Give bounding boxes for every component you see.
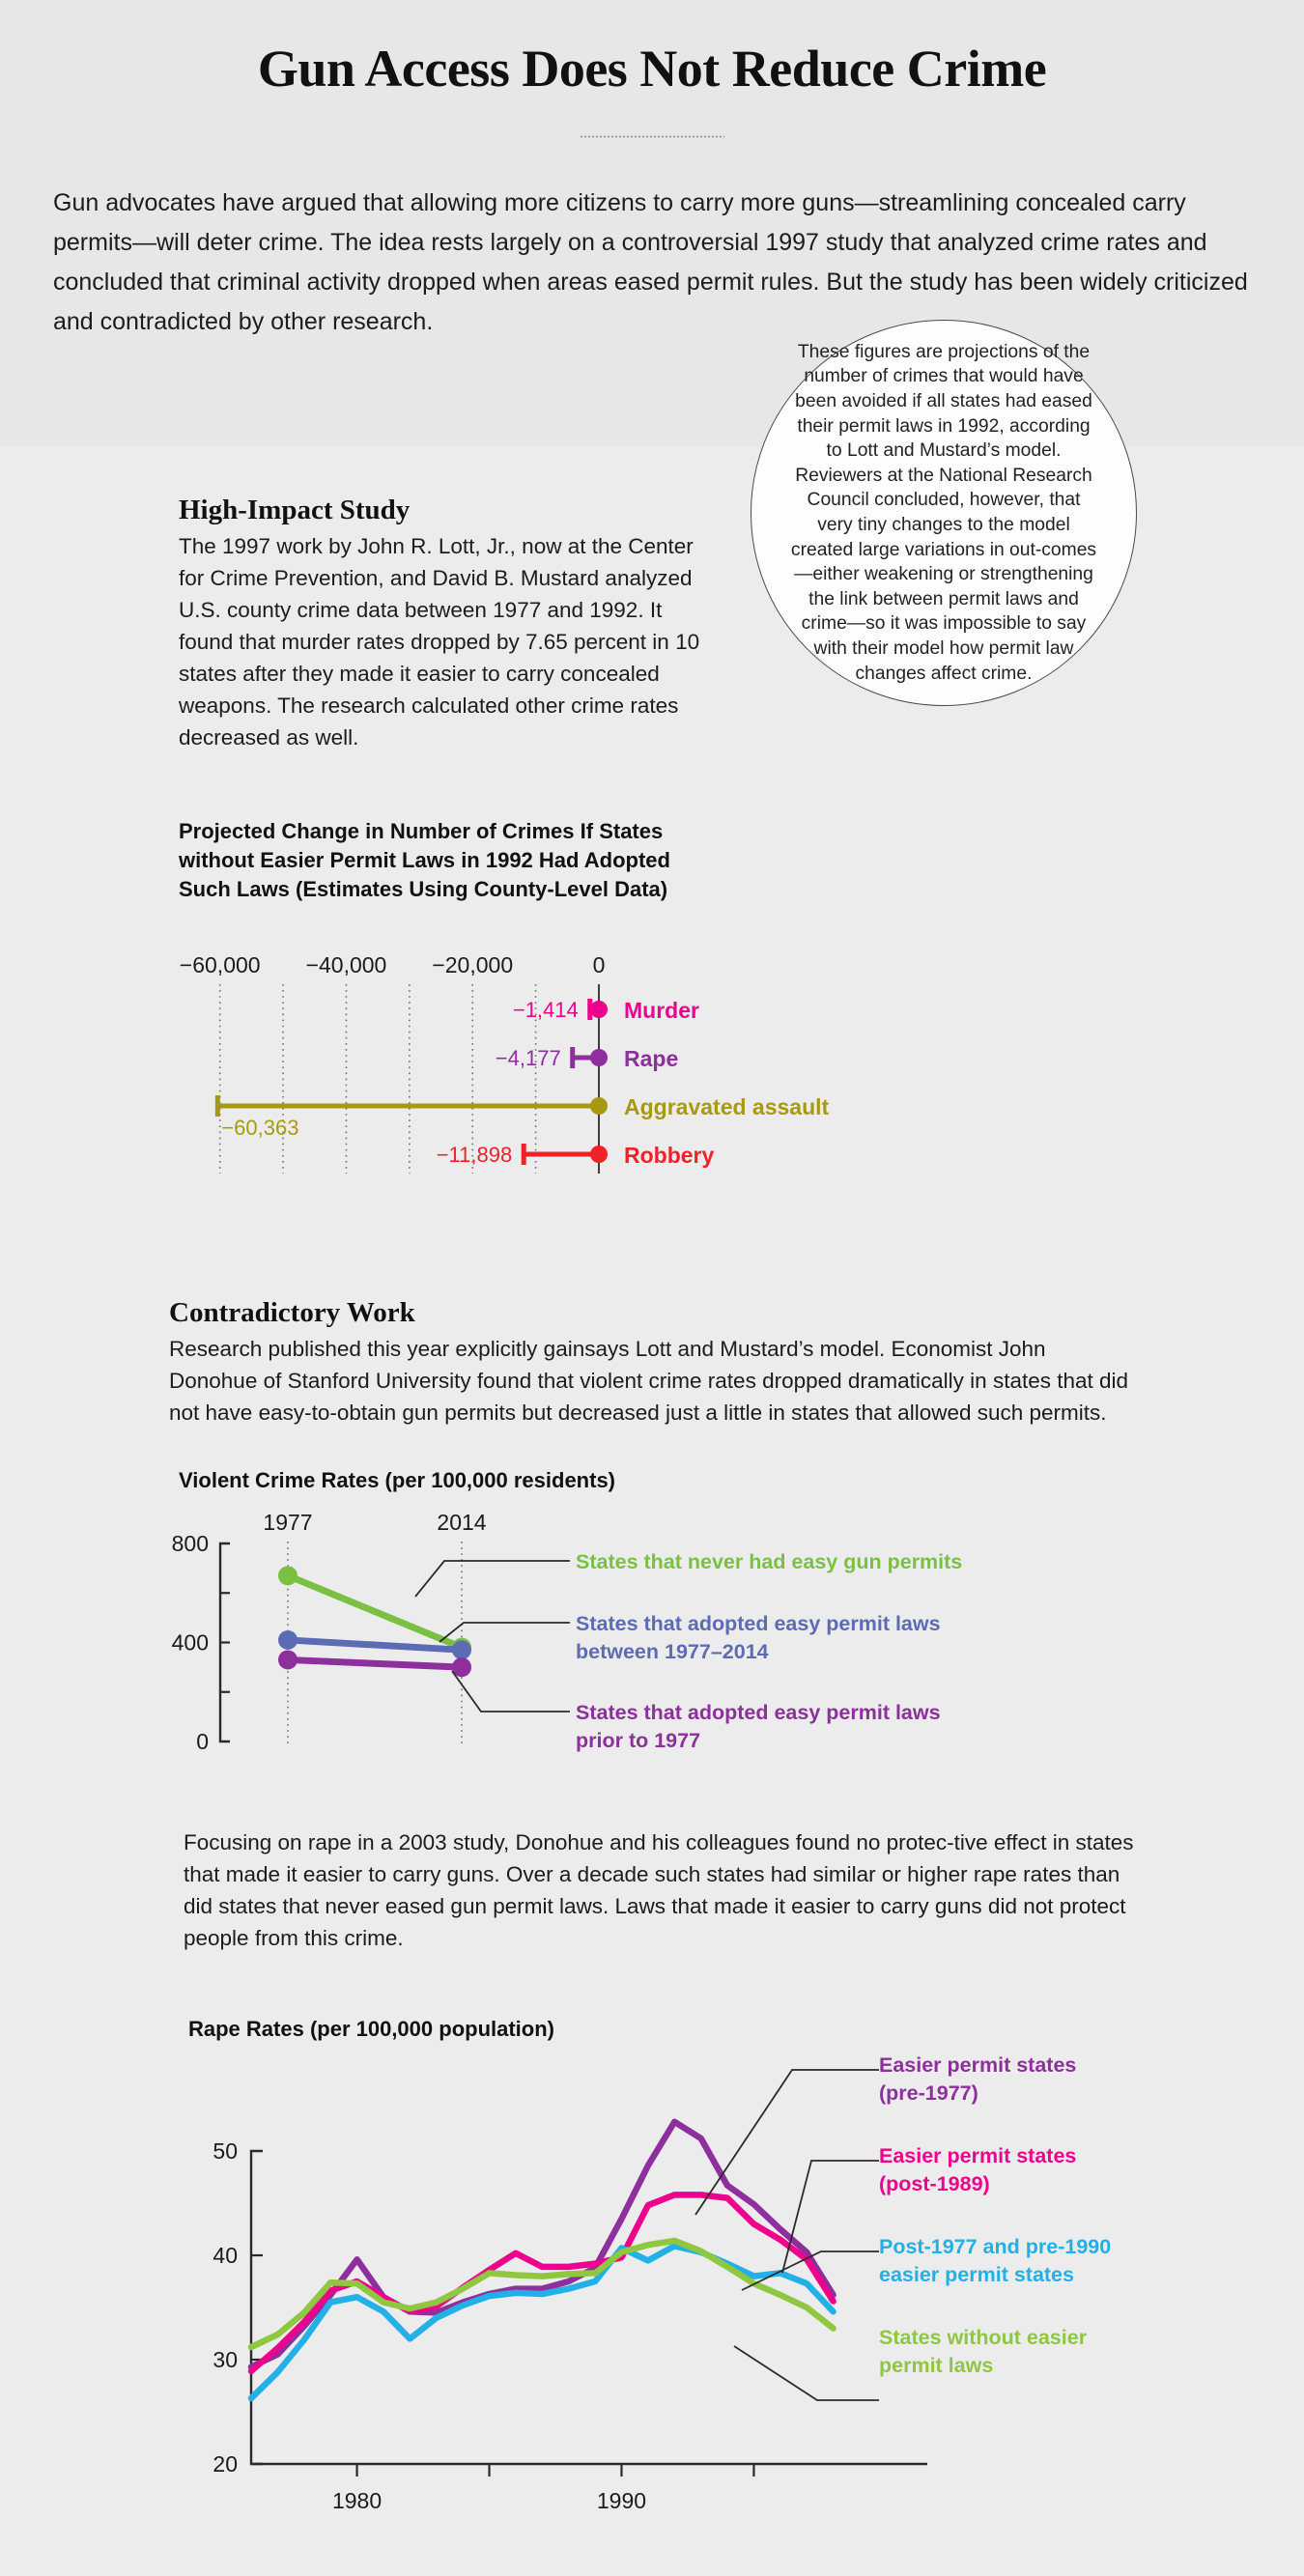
legend-label: States that adopted easy permit laws: [576, 1612, 941, 1635]
series-legend-group: [576, 1550, 962, 1752]
series-lines-group: [278, 1566, 471, 1677]
series-line: [288, 1640, 462, 1650]
x-tick-label: 1980: [331, 2488, 383, 2513]
y-tick-label: 0: [196, 1729, 209, 1754]
series-point-start: [278, 1566, 298, 1585]
bar-zero-dot: [590, 1049, 608, 1066]
y-axis-group: [220, 1543, 230, 1741]
y-tick-label: 30: [213, 2347, 238, 2372]
bar-zero-dot: [590, 1001, 608, 1018]
legend-label: between 1977–2014: [576, 1640, 769, 1663]
contradictory-work-body: Research published this year explicitly gainsays Lott and Mustard’s model. Economist John Donohue of Stanford University found that violent crime rates dropped dramatically in states that did not have easy-to-obtain gun permits but decreased just a little in states that allowed such permits.: [169, 1337, 1129, 1425]
series-point-end: [452, 1640, 471, 1659]
value-labels-group: [221, 998, 578, 1167]
rape-intro-body: Focusing on rape in a 2003 study, Donohue and his colleagues found no protec-tive effect in states that made it easier to carry guns. Over a decade such states had similar or higher rape rates than did states that never eased gun permit laws. Laws that made it easier to carry guns did not protect people from this crime.: [184, 1830, 1134, 1950]
x-tick-label: 1990: [596, 2488, 647, 2513]
legend-label: States without easier: [879, 2326, 1088, 2349]
violent-crime-chart-title: Violent Crime Rates (per 100,000 residents): [179, 1468, 616, 1492]
x-tick-labels-group: [180, 952, 606, 977]
legend-label: Easier permit states: [879, 2144, 1077, 2167]
legend-label: States that never had easy gun permits: [576, 1550, 963, 1573]
x-tick-label: −20,000: [432, 952, 514, 977]
legend-label: Post-1977 and pre-1990: [879, 2235, 1112, 2258]
page-title: Gun Access Does Not Reduce Crime: [257, 40, 1047, 98]
projected-change-chart: [116, 949, 1178, 1220]
dotted-rule-divider: [580, 135, 724, 138]
rape-intro-block: [184, 1826, 1140, 1954]
bars-group: [217, 999, 608, 1165]
axes-group: [251, 2151, 927, 2477]
bar-zero-dot: [590, 1097, 608, 1115]
violent-crime-svg: [116, 1495, 1207, 1785]
category-labels-group: [624, 998, 830, 1168]
x-tick-labels-group: [332, 2488, 646, 2513]
legend-label: (pre-1977): [879, 2081, 978, 2105]
y-axis-bracket: [251, 2151, 263, 2464]
projected-change-svg: [116, 949, 1178, 1220]
circular-annotation-text: These figures are projections of the number of crimes that would have been avoided if all states had eased their permit laws in 1992, according to Lott and Mustard’s model. Reviewers at the National Research Council concluded, however, that very tiny changes to the model created large variations in out-comes—either weakening or strengthening the link between permit laws and crime—so it was impossible to say with their model how permit law changes affect crime.: [790, 341, 1097, 684]
contradictory-work-block: [169, 1297, 1145, 1429]
y-tick-label: 20: [213, 2451, 238, 2477]
y-tick-label: 40: [213, 2243, 238, 2268]
series-point-start: [278, 1630, 298, 1650]
bar-value-label: −60,363: [221, 1116, 299, 1140]
legend-label: prior to 1977: [576, 1729, 701, 1752]
series-point-start: [278, 1650, 298, 1669]
high-impact-study-heading: High-Impact Study: [179, 495, 411, 525]
legend-label: States that adopted easy permit laws: [576, 1701, 941, 1724]
bar-category-label: Murder: [624, 998, 699, 1023]
series-legend-group: [879, 2053, 1111, 2377]
legend-label: easier permit states: [879, 2263, 1074, 2286]
bar-category-label: Robbery: [624, 1143, 715, 1168]
legend-label: Easier permit states: [879, 2053, 1077, 2077]
x-tick-label: −60,000: [179, 952, 261, 977]
legend-leader-line: [452, 1671, 570, 1712]
bar-category-label: Aggravated assault: [624, 1094, 830, 1119]
series-lines-group: [251, 2122, 834, 2398]
legend-leader-line: [734, 2346, 879, 2400]
legend-label: (post-1989): [879, 2172, 990, 2195]
y-tick-labels-group: [213, 2138, 238, 2477]
x-tick-label: 0: [592, 952, 606, 977]
body-area: [0, 341, 1304, 2576]
year-label: 1977: [263, 1510, 313, 1535]
rape-rates-chart: [116, 2031, 1256, 2572]
series-line: [288, 1659, 462, 1667]
year-label: 2014: [437, 1510, 487, 1535]
violent-crime-rates-chart: [116, 1495, 1207, 1785]
lede-paragraph: Gun advocates have argued that allowing more citizens to carry more guns—streamlining concealed carry permits—will deter crime. The idea rests largely on a controversial 1997 study that analyzed crime rates and concluded that criminal activity dropped when areas eased permit rules. But the study has been widely criticized and contradicted by other research.: [53, 189, 1248, 335]
y-tick-label: 400: [171, 1629, 209, 1656]
circular-annotation-callout: [751, 320, 1137, 706]
x-tick-label: −40,000: [305, 952, 387, 977]
y-tick-label: 800: [171, 1531, 209, 1556]
y-tick-labels-group: [172, 1531, 209, 1754]
y-tick-label: 50: [213, 2138, 238, 2164]
rape-rates-svg: [116, 2031, 1256, 2572]
year-labels-group: [263, 1510, 486, 1535]
bar-value-label: −1,414: [512, 998, 579, 1022]
legend-label: permit laws: [879, 2354, 994, 2377]
bar-value-label: −11,898: [436, 1143, 513, 1167]
projected-change-chart-title: Projected Change in Number of Crimes If States without Easier Permit Laws in 1992 Had Adopted Such Laws (Estimates Using County-Level Data): [179, 819, 670, 901]
contradictory-work-heading: Contradictory Work: [169, 1297, 415, 1328]
series-line: [251, 2122, 834, 2367]
bar-category-label: Rape: [624, 1046, 679, 1071]
legend-leader-line: [415, 1561, 570, 1597]
high-impact-study-block: [179, 495, 729, 753]
bar-value-label: −4,177: [495, 1046, 561, 1070]
series-line: [288, 1575, 462, 1647]
header-band: [0, 0, 1304, 447]
high-impact-study-body: The 1997 work by John R. Lott, Jr., now at the Center for Crime Prevention, and David B. Mustard analyzed U.S. county crime data between 1977 and 1992. It found that murder rates dropped by 7.65 percent in 10 states after they made it easier to carry concealed weapons. The research calculated other crime rates decreased as well.: [179, 534, 700, 750]
bar-zero-dot: [590, 1146, 608, 1163]
rape-rates-chart-title: Rape Rates (per 100,000 population): [188, 2017, 554, 2041]
legend-leader-line: [695, 2070, 879, 2215]
